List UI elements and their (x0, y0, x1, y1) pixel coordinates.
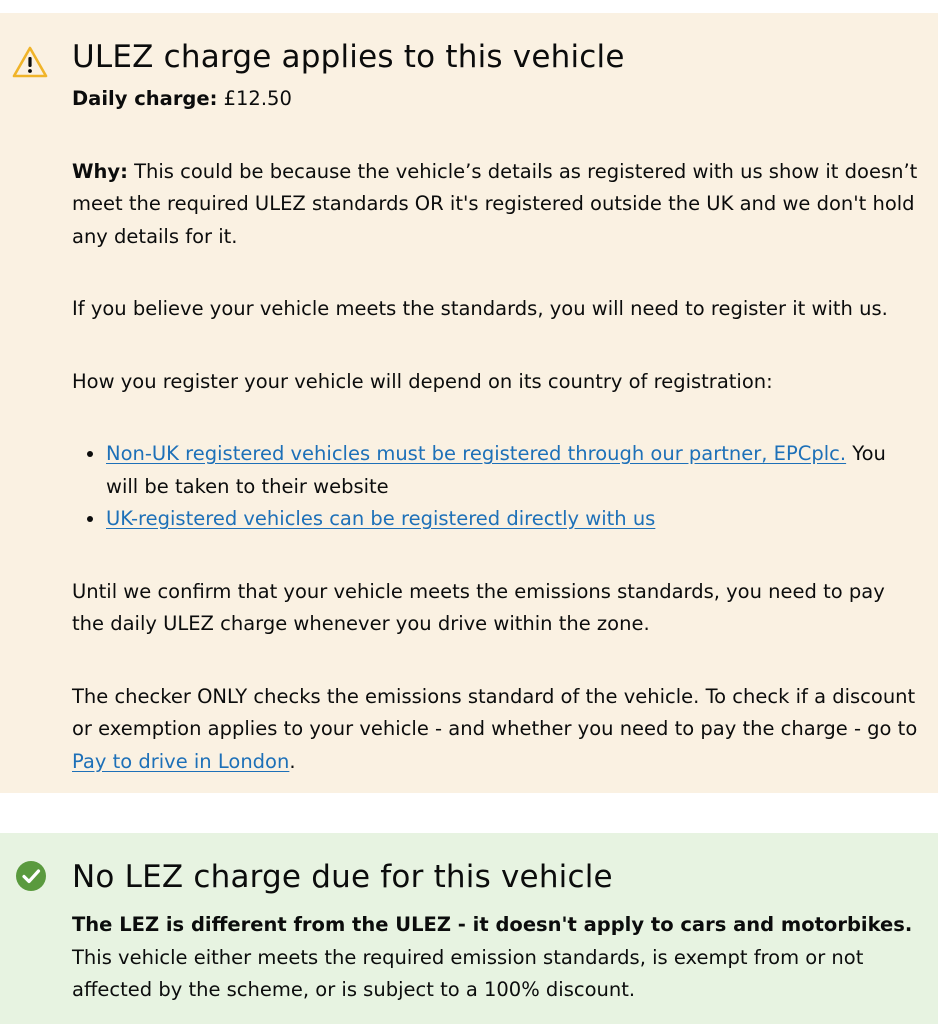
list-item-text: You will be taken to their website (106, 442, 886, 498)
daily-charge-value: £12.50 (217, 87, 292, 110)
uk-registration-link[interactable]: UK-registered vehicles can be registered directly with us (106, 507, 656, 530)
lez-description (72, 909, 922, 1007)
why-text: This could be because the vehicle’s details as registered with us show it doesn’t meet the required ULEZ standards OR it's registered outside the UK and we don't hold any details for it. (72, 159, 918, 248)
believe-paragraph: If you believe your vehicle meets the standards, you will need to register it with us. (72, 297, 888, 320)
non-uk-registration-link[interactable]: Non-UK registered vehicles must be registered through our partner, EPCplc. (106, 442, 847, 465)
warning-icon (11, 45, 49, 83)
checker-text: The checker ONLY checks the emissions standard of the vehicle. To check if a discount or exemption applies to your vehicle - and whether you need to pay the charge - go to (72, 684, 918, 740)
list-item (106, 503, 922, 536)
ulez-result-panel (0, 13, 938, 793)
lez-result-panel (0, 833, 938, 1024)
check-circle-icon (15, 860, 47, 896)
lez-title: No LEZ charge due for this vehicle (72, 859, 613, 895)
list-item (106, 438, 922, 503)
until-paragraph: Until we confirm that your vehicle meets the emissions standards, you need to pay the daily ULEZ charge whenever you drive within the zone. (72, 579, 885, 635)
lez-text: This vehicle either meets the required emission standards, is exempt from or not affected by the scheme, or is subject to a 100% discount. (72, 945, 864, 1001)
how-paragraph: How you register your vehicle will depend on its country of registration: (72, 369, 773, 393)
checker-paragraph (72, 681, 922, 779)
pay-to-drive-link[interactable]: Pay to drive in London (72, 749, 290, 773)
lez-bold-text: The LEZ is different from the ULEZ - it doesn't apply to cars and motorbikes. (72, 913, 913, 936)
daily-charge (72, 83, 922, 116)
ulez-title: ULEZ charge applies to this vehicle (72, 39, 625, 75)
registration-options-list (72, 438, 922, 536)
checker-end: . (289, 749, 296, 773)
daily-charge-label: Daily charge: (72, 87, 218, 110)
why-paragraph (72, 156, 922, 254)
why-label: Why: (72, 159, 128, 183)
